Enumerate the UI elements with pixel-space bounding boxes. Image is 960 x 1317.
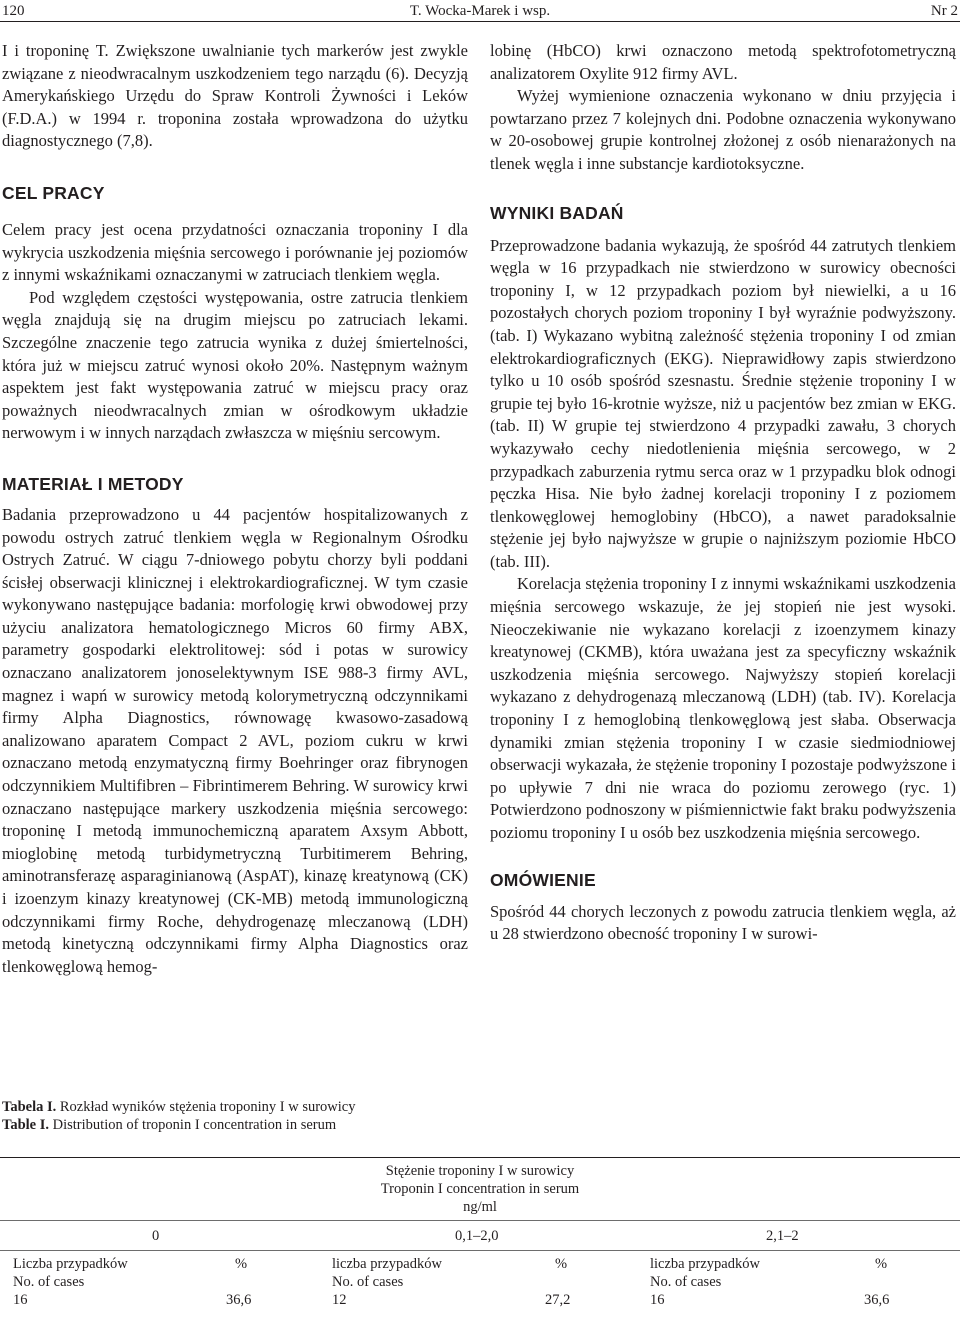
value-pct-0: 36,6 [226, 1292, 252, 1308]
col-label-pl-2: liczba przypadków [650, 1256, 760, 1272]
range-1: 0,1–2,0 [455, 1228, 499, 1244]
wyniki-paragraph-2: Korelacja stężenia troponiny I z innymi wskaźnikami uszkodzenia mięśnia sercowego wskazuje, że jej stopień nie jest wysoki. Nieoczekiwanie nie wykazano korelacji z izoenzymem kinazy kreatynowej (CKMB), która uważana jest za specyficzny wskaźnik uszkodzenia mięśnia sercowego. Najwyższy stopień korelacji wykazano z dehydrogenazą mleczanową (LDH) (tab. IV). Korelacja troponiny I z hemoglobiną tlenkowęglową jest słaba. Obserwacja dynamiki zmian stężenia troponiny I w czasie siedmiodniowej obserwacji wykazała, że stężenie troponiny I pozostaje podwyższone i po upływie 7 dni nie wraca do poziomu zerowego (ryc. 1) Potwierdzono podnoszony w piśmiennictwie fakt braku podwyższenia poziomu troponiny I u osób bez uszkodzenia mięśnia sercowego. [490, 574, 956, 842]
value-pct-2: 36,6 [864, 1292, 890, 1308]
metody-paragraph: Badania przeprowadzono u 44 pacjentów hospitalizowanych z powodu ostrych zatruć tlenkiem węgla w Regionalnym Ośrodku Ostrych Zatruć. W ciągu 7-dniowego pobytu chorzy byli poddani ścisłej obserwacji klinicznej i elektrokardiograficznej. W tym czasie wykonywano następujące badania: morfologię krwi obwodowej przy użyciu analizatora hematologicznego Micros 60 firmy ABX, parametry gospodarki elektrolitowej: sód i potas w surowicy oznaczano analizatorem jonoselektywnym ISE 988-3 firmy AVL, magnez i wapń w surowicy metodą kolorymetryczną odczynnikami firmy Alpha Diagnostics, równowagę kwasowo-zasadową analizowano aparatem Compact 2 AVL, poziom cukru w krwi oznaczano metodą enzymatyczną firmy Boehringer oraz fibrynogen odczynnikiem Multifibren – Fibrintimerem Behring. W surowicy krwi oznaczano następujące markery uszkodzenia mięśnia sercowego: troponinę I metodą immunochemiczną aparatem Axsym Abbott, mioglobinę metodą turbidymetryczną Turbitimerem Behring, aminotransferazę asparaginianową (AspAT), kinazę kreatynową (CK) i izoenzym kinazy kreatynowej (CK-MB) metodą immunologiczną odczynnikami firmy Roche, dehydrogenazę mleczanową (LDH) metodą kinetyczną odczynnikami firmy Alpha Diagnostics oraz tlenkowęglową hemog- [2, 504, 468, 976]
cel-pracy-heading: CEL PRACY [2, 182, 105, 203]
cel-paragraph-1: Celem pracy jest ocena przydatności oznaczania troponiny I dla wykrycia uszkodzenia mięśnia sercowego i porównanie jej poziomów z innymi wskaźnikami oznaczanymi w zatruciach tlenkiem węgla. [2, 219, 468, 285]
intro-paragraph: I i troponinę T. Zwiększone uwalnianie tych markerów jest zwykle związane z nieodwracalnym uszkodzeniem tego narządu (6). Decyzją Amerykańskiego Urzędu do Spraw Kontroli Żywności i Leków (F.D.A.) w 1994 r. troponina została wprowadzona do użytku diagnostycznego (7,8). [2, 41, 468, 151]
table-top-rule [0, 1157, 960, 1158]
caption-en-text: Distribution of troponin I concentration in serum [49, 1117, 337, 1133]
issue-number: Nr 2 [930, 3, 958, 19]
caption-english [2, 1116, 355, 1134]
col-label-pct-0: % [235, 1256, 248, 1272]
col-label-en-2: No. of cases [650, 1274, 722, 1290]
omowienie-paragraph: Spośród 44 chorych leczonych z powodu zatrucia tlenkiem węgla, aż u 28 stwierdzono obecność troponiny I w surowi- [490, 901, 956, 944]
caption-polish [2, 1098, 355, 1116]
table-header-pl: Stężenie troponiny I w surowicy [385, 1163, 575, 1179]
value-count-2: 16 [650, 1292, 665, 1308]
header-rule [0, 21, 960, 22]
table-column-group-header [280, 1162, 680, 1216]
value-pct-1: 27,2 [545, 1292, 571, 1308]
col-label-en-0: No. of cases [13, 1274, 85, 1290]
table-caption [2, 1098, 355, 1134]
right-column [490, 40, 956, 946]
value-count-1: 12 [332, 1292, 347, 1308]
left-column [2, 40, 468, 978]
caption-pl-text: Rozkład wyników stężenia troponiny I w surowicy [56, 1099, 356, 1115]
page-number: 120 [2, 3, 25, 19]
wyniki-badan-heading: WYNIKI BADAŃ [490, 202, 624, 223]
cel-paragraph-2: Pod względem częstości występowania, ostre zatrucia tlenkiem węgla znajdują się na drugim miejscu po zatruciach lekami. Szczególne znaczenie tego zatrucia wynika z dużej śmiertelności, która już w miejscu zatruć wynosi około 20%. Następnym ważnym aspektem jest fakt występowania zatruć w miejscu pracy oraz poważnych nieodwracalnych zmian w ośrodkowym układzie nerwowym i w innych narządach zwłaszcza w mięśniu sercowym. [2, 287, 468, 443]
table-range-rule [0, 1250, 960, 1251]
range-0: 0 [152, 1228, 160, 1244]
col-label-en-1: No. of cases [332, 1274, 404, 1290]
running-title: T. Wocka-Marek i wsp. [409, 3, 551, 19]
troponin-table [0, 1152, 960, 1317]
table-header-unit: ng/ml [463, 1199, 497, 1215]
table-header-en: Troponin I concentration in serum [380, 1181, 580, 1197]
omowienie-heading: OMÓWIENIE [490, 869, 596, 890]
col-label-pct-1: % [555, 1256, 568, 1272]
continued-paragraph: lobinę (HbCO) krwi oznaczono metodą spektrofotometryczną analizatorem Oxylite 912 firmy AVL. [490, 41, 956, 83]
caption-pl-label: Tabela I. [2, 1099, 57, 1115]
col-label-pl-1: liczba przypadków [332, 1256, 442, 1272]
caption-en-label: Table I. [2, 1117, 50, 1133]
running-header [0, 0, 960, 22]
table-header-rule [0, 1220, 960, 1221]
wyniki-paragraph-1: Przeprowadzone badania wykazują, że spośród 44 zatrutych tlenkiem węgla w 16 przypadkach nie stwierdzono w surowicy obecności troponiny I, w 12 przypadkach poziom był niewielki, a u 16 pozostałych chorych poziom troponiny I był wyraźnie podwyższony. (tab. I) Wykazano wybitną zależność stężenia troponiny I od zmian elektrokardiograficznych (EKG). Nieprawidłowy zapis stwierdzono tylko u 10 osób spośród szesnastu. Średnie stężenie troponiny I w grupie tej było 16-krotnie wyższe, niż u pacjentów bez zmian w EKG. (tab. II) W grupie tej stwierdzono 4 przypadki zawału, 3 chorych wykazywało cechy niedotlenienia mięśnia sercowego, w 2 przypadkach zaburzenia rytmu serca oraz w 1 przypadku blok odnogi pęczka Hisa. Nie było żadnej korelacji troponiny I z poziomem tlenkowęglowej hemoglobiny (HbCO), a nawet paradoksalnie stężenie jej było najwyższe w grupie o najniższym poziomie HbCO (tab. III). [490, 235, 956, 571]
col-label-pct-2: % [875, 1256, 888, 1272]
value-count-0: 16 [13, 1292, 28, 1308]
range-2: 2,1–2 [766, 1228, 799, 1244]
material-i-metody-heading: MATERIAŁ I METODY [2, 473, 184, 494]
continued-paragraph-2: Wyżej wymienione oznaczenia wykonano w dniu przyjęcia i powtarzano przez 7 kolejnych dni. Podobne oznaczenia wykonywano w 20-osobowej grupie kontrolnej złożonej z osób nienarażonych na tlenek węgla i inne substancje kardiotoksyczne. [490, 86, 956, 173]
col-label-pl-0: Liczba przypadków [13, 1256, 128, 1272]
